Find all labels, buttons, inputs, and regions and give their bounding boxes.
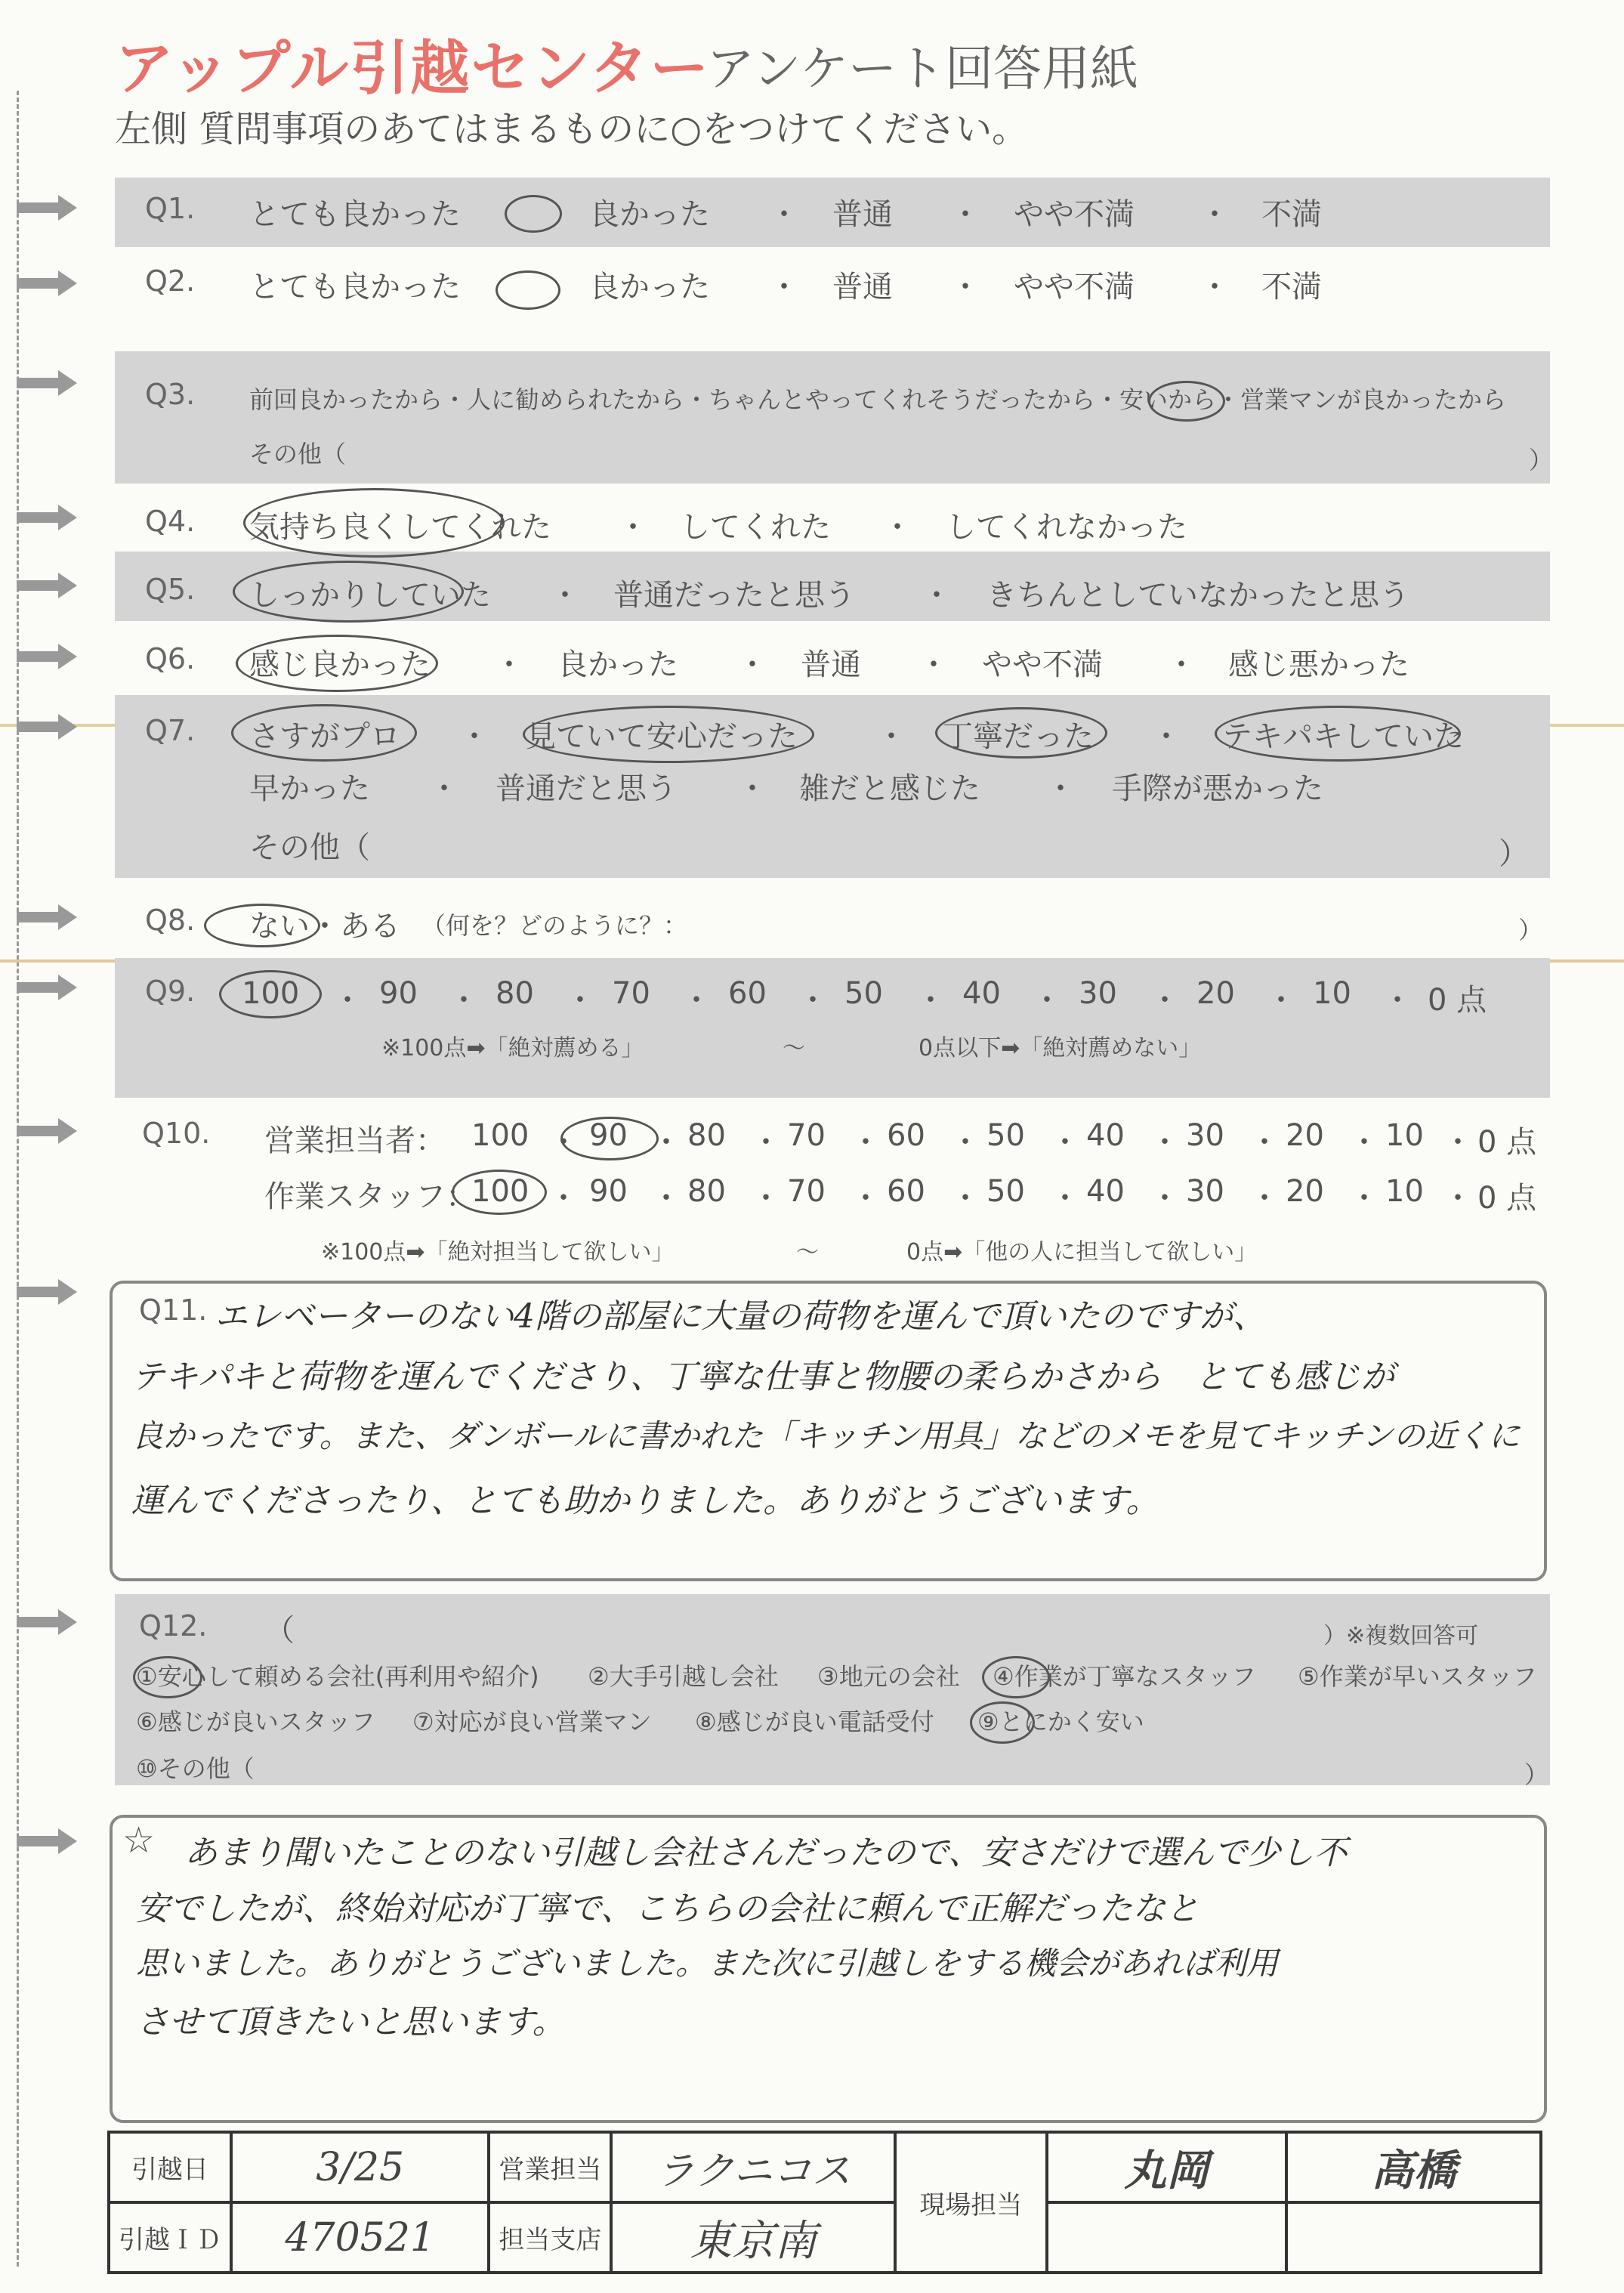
q11-label: Q11. [139, 1293, 208, 1327]
q9-separator: ・ [332, 983, 363, 1018]
q1-separator: ・ [950, 197, 980, 232]
arrow-right-icon [17, 1118, 77, 1144]
q6-option[interactable]: 感じ良かった [249, 647, 431, 682]
q11-answer-line: 良かったです。また、ダンボールに書かれた「キッチン用具」などのメモを見てキッチンの近くに [131, 1417, 1521, 1454]
q9-separator: ・ [915, 983, 946, 1018]
q9-score[interactable]: 100 [242, 976, 300, 1011]
q9-note-right: 0点以下➡「絶対薦めない」 [919, 1035, 1202, 1062]
q9-separator: ・ [1266, 983, 1296, 1018]
q10-sales-score[interactable]: 10 [1385, 1118, 1424, 1153]
answer-circle-mark [523, 706, 814, 763]
sales-value[interactable]: ラクニコス [611, 2132, 895, 2202]
q8-label: Q8. [145, 904, 196, 937]
q12-option[interactable]: ②大手引越し会社 [588, 1662, 779, 1691]
q9-separator: ・ [565, 983, 595, 1018]
answer-circle-mark [204, 904, 320, 947]
q10-staff-score[interactable]: 20 [1286, 1174, 1324, 1209]
q10-staff-score[interactable]: 40 [1086, 1174, 1125, 1209]
q10-label: Q10. [142, 1117, 211, 1150]
site-empty-cell[interactable] [1286, 2202, 1541, 2273]
q1-option[interactable]: とても良かった [249, 197, 461, 232]
q12-option[interactable]: ⑥感じが良いスタッフ [136, 1707, 375, 1736]
q10-note-mid: 〜 [796, 1239, 819, 1265]
q4-option[interactable]: 気持ち良くしてくれた [249, 510, 551, 545]
q9-note-mid: 〜 [783, 1035, 805, 1062]
q10-sales-score[interactable]: 90 [589, 1118, 628, 1153]
q10-separator: ・ [1249, 1125, 1280, 1160]
q9-separator: ・ [449, 983, 479, 1018]
footer-table [107, 2131, 1542, 2274]
answer-circle-mark [231, 704, 417, 762]
answer-circle-mark [233, 561, 464, 623]
q12-option[interactable]: ⑤作業が早いスタッフ [1298, 1662, 1537, 1691]
q10-staff-score[interactable]: 10 [1385, 1174, 1424, 1209]
q10-separator: ・ [950, 1181, 980, 1216]
q10-sales-label: 営業担当者： [264, 1123, 446, 1158]
q9-note-left: ※100点➡「絶対薦める」 [381, 1035, 644, 1062]
q2-option[interactable]: 普通 [832, 270, 893, 304]
answer-circle-mark [243, 488, 505, 558]
q10-separator: ・ [851, 1125, 881, 1160]
q10-staff-score[interactable]: 90 [589, 1174, 628, 1209]
q4-option[interactable]: してくれなかった [946, 510, 1187, 545]
answer-circle-mark [935, 707, 1107, 759]
q10-separator: ・ [1050, 1125, 1080, 1160]
q2-option[interactable]: やや不満 [1014, 270, 1135, 304]
instruction-text: 左側 質問事項のあてはまるものに○をつけてください。 [115, 108, 1029, 150]
q2-option[interactable]: とても良かった [249, 270, 461, 304]
q1-separator: ・ [1199, 197, 1230, 232]
q5-option[interactable]: しっかりしていた [249, 578, 491, 613]
answer-circle-mark [970, 1701, 1035, 1744]
move-id-label: 引越ＩＤ [109, 2202, 231, 2273]
answer-circle-mark [496, 270, 560, 310]
form-subtitle: アンケート回答用紙 [706, 42, 1139, 97]
q7-separator: ・ [1151, 719, 1181, 754]
q10-separator: ・ [1349, 1181, 1379, 1216]
q10-separator: ・ [1050, 1181, 1080, 1216]
q1-separator: ・ [769, 197, 799, 232]
comment-line: 思いました。ありがとうございました。また次に引越しをする機会があれば利用 [136, 1945, 1279, 1982]
q6-separator: ・ [919, 647, 949, 682]
margin-dashed-line [17, 91, 19, 2267]
q10-separator: ・ [1443, 1181, 1473, 1216]
q7-other-close: ） [1499, 836, 1529, 871]
q7-option[interactable]: 普通だと思う [496, 771, 677, 806]
q10-separator: ・ [548, 1125, 579, 1160]
brand-title: アップル引越センター [115, 35, 711, 103]
q5-option[interactable]: 普通だったと思う [613, 578, 855, 613]
q10-sales-score[interactable]: 30 [1186, 1118, 1224, 1153]
comment-line: 安でしたが、終始対応が丁寧で、こちらの会社に頼んで正解だったなと [136, 1890, 1199, 1928]
q9-separator: ・ [1382, 983, 1413, 1018]
answer-circle-mark [982, 1656, 1050, 1698]
q12-option[interactable]: ⑦対応が良い営業マン [412, 1707, 652, 1736]
q11-answer-line: 運んでくださったり、とても助かりました。ありがとうございます。 [131, 1482, 1159, 1520]
q10-separator: ・ [751, 1125, 781, 1160]
q6-label: Q6. [145, 642, 196, 675]
q9-separator: ・ [681, 983, 712, 1018]
arrow-right-icon [17, 270, 77, 296]
q9-score[interactable]: 20 [1196, 976, 1235, 1011]
q4-label: Q4. [145, 505, 196, 538]
q2-separator: ・ [769, 270, 799, 304]
q7-separator: ・ [1045, 771, 1076, 806]
q7-option[interactable]: 手際が悪かった [1112, 771, 1323, 806]
q7-option[interactable]: 雑だと感じた [799, 771, 980, 806]
q10-staff-score[interactable]: 0 点 [1477, 1181, 1537, 1216]
q5-label: Q5. [145, 573, 196, 606]
q10-separator: ・ [1443, 1125, 1473, 1160]
q12-option[interactable]: ①安心して頼める会社(再利用や紹介) [136, 1662, 539, 1691]
q3-other-close: ） [1529, 446, 1554, 474]
q12-option[interactable]: ③地元の会社 [817, 1662, 960, 1691]
q9-separator: ・ [1150, 983, 1180, 1018]
q10-separator: ・ [751, 1181, 781, 1216]
q12-other-close: ） [1524, 1760, 1549, 1789]
arrow-right-icon [17, 644, 77, 669]
answer-circle-mark [560, 1117, 659, 1160]
q6-option[interactable]: 普通 [801, 647, 861, 682]
q7-separator: ・ [737, 771, 767, 806]
site-label: 現場担当 [895, 2132, 1047, 2273]
q10-separator: ・ [651, 1125, 681, 1160]
q6-separator: ・ [1166, 647, 1196, 682]
q9-separator: ・ [1032, 983, 1062, 1018]
q10-sales-score[interactable]: 80 [687, 1118, 726, 1153]
q2-option[interactable]: 良かった [589, 270, 710, 304]
q1-option[interactable]: 不満 [1261, 197, 1322, 232]
site-value-2[interactable]: 高橋 [1286, 2132, 1541, 2202]
arrow-right-icon [17, 370, 77, 396]
star-icon: ☆ [122, 1819, 156, 1862]
q8-options[interactable]: ない・ある [249, 909, 400, 944]
q2-option[interactable]: 不満 [1261, 270, 1322, 304]
q10-sales-score[interactable]: 50 [986, 1118, 1025, 1153]
arrow-right-icon [17, 1279, 77, 1305]
comment-line: あまり聞いたことのない引越し会社さんだったので、安さだけで選んで少し不 [184, 1834, 1348, 1872]
q9-score[interactable]: 70 [612, 976, 650, 1011]
site-value-1[interactable]: 丸岡 [1047, 2132, 1287, 2202]
q10-sales-score[interactable]: 40 [1086, 1118, 1125, 1153]
answer-circle-mark [133, 1656, 202, 1698]
branch-value[interactable]: 東京南 [611, 2202, 895, 2273]
q3-options[interactable]: 前回良かったから・人に勧められたから・ちゃんとやってくれそうだったから・安いから・営業マンが良かったから [249, 385, 1507, 414]
q11-answer-line: エレベーターのない4階の部屋に大量の荷物を運んで頂いたのですが、 [215, 1297, 1266, 1336]
q10-sales-score[interactable]: 60 [887, 1118, 925, 1153]
q6-separator: ・ [494, 647, 524, 682]
q9-score[interactable]: 40 [962, 976, 1001, 1011]
q9-score[interactable]: 10 [1313, 976, 1351, 1011]
q5-option[interactable]: きちんとしていなかったと思う [986, 578, 1409, 613]
q11-answer-line: テキパキと荷物を運んでくださり、丁寧な仕事と物腰の柔らかさから とても感じが [131, 1358, 1394, 1396]
arrow-right-icon [17, 1609, 77, 1635]
move-date-value[interactable]: 3/25 [231, 2132, 489, 2202]
answer-circle-mark [1148, 381, 1225, 422]
q2-separator: ・ [950, 270, 980, 304]
q6-separator: ・ [737, 647, 767, 682]
q1-option[interactable]: やや不満 [1014, 197, 1135, 232]
q12-close: ）※複数回答可 [1323, 1623, 1479, 1649]
q7-separator: ・ [876, 719, 906, 754]
sales-label: 営業担当 [489, 2132, 611, 2202]
q10-staff-score[interactable]: 50 [986, 1174, 1025, 1209]
arrow-right-icon [17, 714, 77, 740]
move-id-value[interactable]: 470521 [231, 2202, 489, 2273]
q12-option[interactable]: ④作業が丁寧なスタッフ [993, 1662, 1256, 1691]
arrow-right-icon [17, 195, 77, 221]
q10-staff-score[interactable]: 100 [471, 1174, 529, 1209]
q10-staff-score[interactable]: 80 [687, 1174, 726, 1209]
q10-separator: ・ [1249, 1181, 1280, 1216]
q10-staff-score[interactable]: 70 [787, 1174, 826, 1209]
q10-separator: ・ [1150, 1125, 1180, 1160]
q7-option[interactable]: さすがプロ [249, 719, 400, 754]
q7-option[interactable]: 丁寧だった [943, 719, 1094, 754]
q9-score[interactable]: 90 [379, 976, 418, 1011]
q12-option[interactable]: ⑧感じが良い電話受付 [695, 1707, 934, 1736]
q6-option[interactable]: やや不満 [982, 647, 1103, 682]
q4-separator: ・ [618, 510, 648, 545]
q3-other[interactable]: その他（ [249, 440, 347, 468]
q10-separator: ・ [950, 1125, 980, 1160]
answer-circle-mark [236, 635, 438, 692]
q9-label: Q9. [145, 975, 196, 1008]
q10-staff-score[interactable]: 30 [1186, 1174, 1224, 1209]
q7-option[interactable]: 見ていて安心だった [526, 719, 798, 754]
q10-separator: ・ [548, 1181, 579, 1216]
q10-separator: ・ [1150, 1181, 1180, 1216]
q10-staff-score[interactable]: 60 [887, 1174, 925, 1209]
q9-separator: ・ [798, 983, 828, 1018]
q5-separator: ・ [550, 578, 580, 613]
arrow-right-icon [17, 1828, 77, 1854]
q12-label: Q12. [139, 1609, 208, 1642]
q2-separator: ・ [1199, 270, 1230, 304]
q10-separator: ・ [851, 1181, 881, 1216]
q7-separator: ・ [429, 771, 459, 806]
q3-label: Q3. [145, 378, 196, 411]
q12-other[interactable]: ⑩その他（ [136, 1754, 255, 1783]
q5-separator: ・ [922, 578, 952, 613]
q8-detail[interactable]: （何を？どのように？： [421, 911, 688, 940]
arrow-right-icon [17, 975, 77, 1000]
arrow-right-icon [17, 505, 77, 530]
q12-option[interactable]: ⑨とにかく安い [977, 1707, 1144, 1736]
move-date-label: 引越日 [109, 2132, 231, 2202]
q7-label: Q7. [145, 714, 196, 747]
q9-score[interactable]: 80 [496, 976, 534, 1011]
q10-separator: ・ [651, 1181, 681, 1216]
site-empty-cell[interactable] [1047, 2202, 1287, 2273]
q10-note-left: ※100点➡「絶対担当して欲しい」 [321, 1239, 675, 1265]
q10-staff-label: 作業スタッフ： [264, 1179, 476, 1214]
q9-score[interactable]: 60 [728, 976, 767, 1011]
arrow-right-icon [17, 573, 77, 598]
q7-option[interactable]: 早かった [249, 771, 370, 806]
q1-option[interactable]: 普通 [832, 197, 893, 232]
q12-open: （ [264, 1613, 295, 1648]
q10-sales-score[interactable]: 70 [787, 1118, 826, 1153]
q2-label: Q2. [145, 264, 196, 298]
q4-option[interactable]: してくれた [680, 510, 831, 545]
q10-separator: ・ [1349, 1125, 1379, 1160]
q10-sales-score[interactable]: 0 点 [1477, 1125, 1537, 1160]
q1-option[interactable]: 良かった [589, 197, 710, 232]
q6-option[interactable]: 感じ悪かった [1228, 647, 1409, 682]
q4-separator: ・ [882, 510, 912, 545]
q10-note-right: 0点➡「他の人に担当して欲しい」 [906, 1239, 1258, 1265]
branch-label: 担当支店 [489, 2202, 611, 2273]
q10-sales-score[interactable]: 100 [471, 1118, 529, 1153]
q7-other[interactable]: その他（ [249, 830, 370, 865]
q10-sales-score[interactable]: 20 [1286, 1118, 1324, 1153]
answer-circle-mark [505, 195, 562, 233]
answer-circle-mark [1215, 706, 1461, 762]
q1-label: Q1. [145, 192, 196, 225]
q6-option[interactable]: 良かった [557, 647, 678, 682]
answer-circle-mark [452, 1170, 547, 1215]
q9-score[interactable]: 50 [844, 976, 883, 1011]
q7-separator: ・ [459, 719, 489, 754]
arrow-right-icon [17, 904, 77, 930]
comment-line: させて頂きたいと思います。 [136, 2003, 566, 2041]
q9-score[interactable]: 30 [1079, 976, 1117, 1011]
q7-option[interactable]: テキパキしていた [1222, 719, 1464, 754]
q9-score[interactable]: 0 点 [1428, 983, 1487, 1018]
q8-detail-close: ） [1518, 916, 1543, 944]
